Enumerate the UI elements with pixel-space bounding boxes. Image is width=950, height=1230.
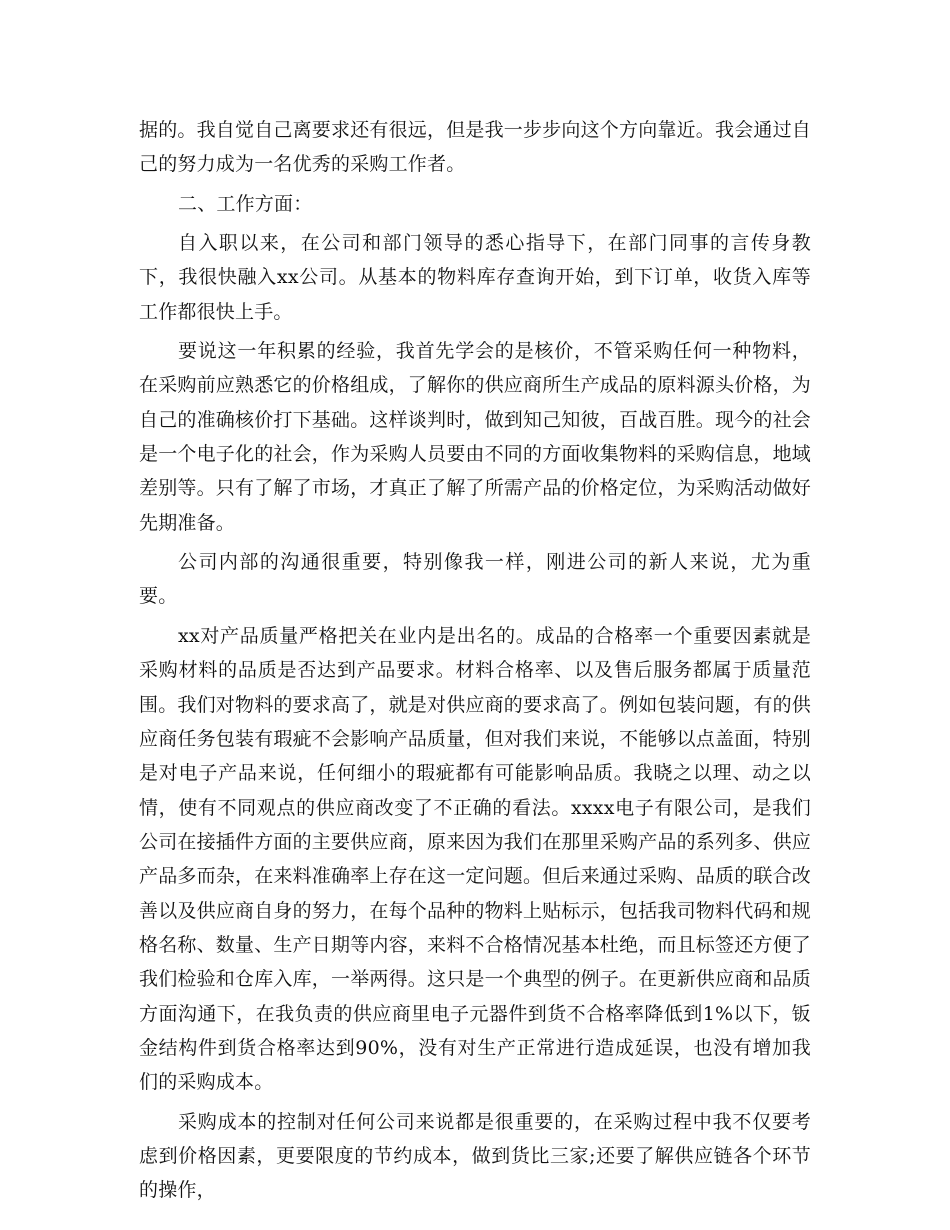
section-heading-work: 二、工作方面： (178, 192, 313, 215)
paragraph-5: xx对产品质量严格把关在业内是出名的。成品的合格率一个重要因素就是采购材料的品质是否达到产品要求。材料合格率、以及售后服务都属于质量范围。我们对物料的要求高了，就是对供应商的要求高了。例如包装问题，有的供应商任务包装有瑕疵不会影响产品质量，但对我们来说，不能够以点盖面，特别是对电子产品来说，任何细小的瑕疵都有可能影响品质。我晓之以理、动之以情，使有不同观点的供应商改变了不正确的看法。xxxx电子有限公司，是我们公司在接插件方面的主要供应商，原来因为我们在那里采购产品的系列多、供应产品多而杂，在来料准确率上存在这一定问题。但后来通过采购、品质的联合改善以及供应商自身的努力，在每个品种的物料上贴标示，包括我司物料代码和规格名称、数量、生产日期等内容，来料不合格情况基本杜绝，而且标签还方便了我们检验和仓库入库，一举两得。这只是一个典型的例子。在更新供应商和品质方面沟通下，在我负责的供应商里电子元器件到货不合格率降低到1%以下，钣金结构件到货合格率达到90%，没有对生产正常进行造成延误，也没有增加我们的采购成本。 (139, 624, 812, 1094)
paragraph-3: 要说这一年积累的经验，我首先学会的是核价，不管采购任何一种物料，在采购前应熟悉它的价格组成，了解你的供应商所生产成品的原料源头价格，为自己的准确核价打下基础。这样谈判时，做到知己知彼，百战百胜。现今的社会是一个电子化的社会，作为采购人员要由不同的方面收集物料的采购信息，地域差别等。只有了解了市场，才真正了解了所需产品的价格定位，为采购活动做好先期准备。 (139, 340, 812, 534)
paragraph-1: 据的。我自觉自己离要求还有很远，但是我一步步向这个方向靠近。我会通过自己的努力成为一名优秀的采购工作者。 (139, 119, 812, 176)
paragraph-2: 自入职以来，在公司和部门领导的悉心指导下，在部门同事的言传身教下，我很快融入xx公司。从基本的物料库存查询开始，到下订单，收货入库等工作都很快上手。 (139, 232, 811, 323)
paragraph-6: 采购成本的控制对任何公司来说都是很重要的，在采购过程中我不仅要考虑到价格因素，更要限度的节约成本，做到货比三家;还要了解供应链各个环节的操作， (139, 1110, 811, 1202)
document-body (139, 113, 811, 1208)
paragraph-4: 公司内部的沟通很重要，特别像我一样，刚进公司的新人来说，尤为重要。 (139, 551, 811, 608)
